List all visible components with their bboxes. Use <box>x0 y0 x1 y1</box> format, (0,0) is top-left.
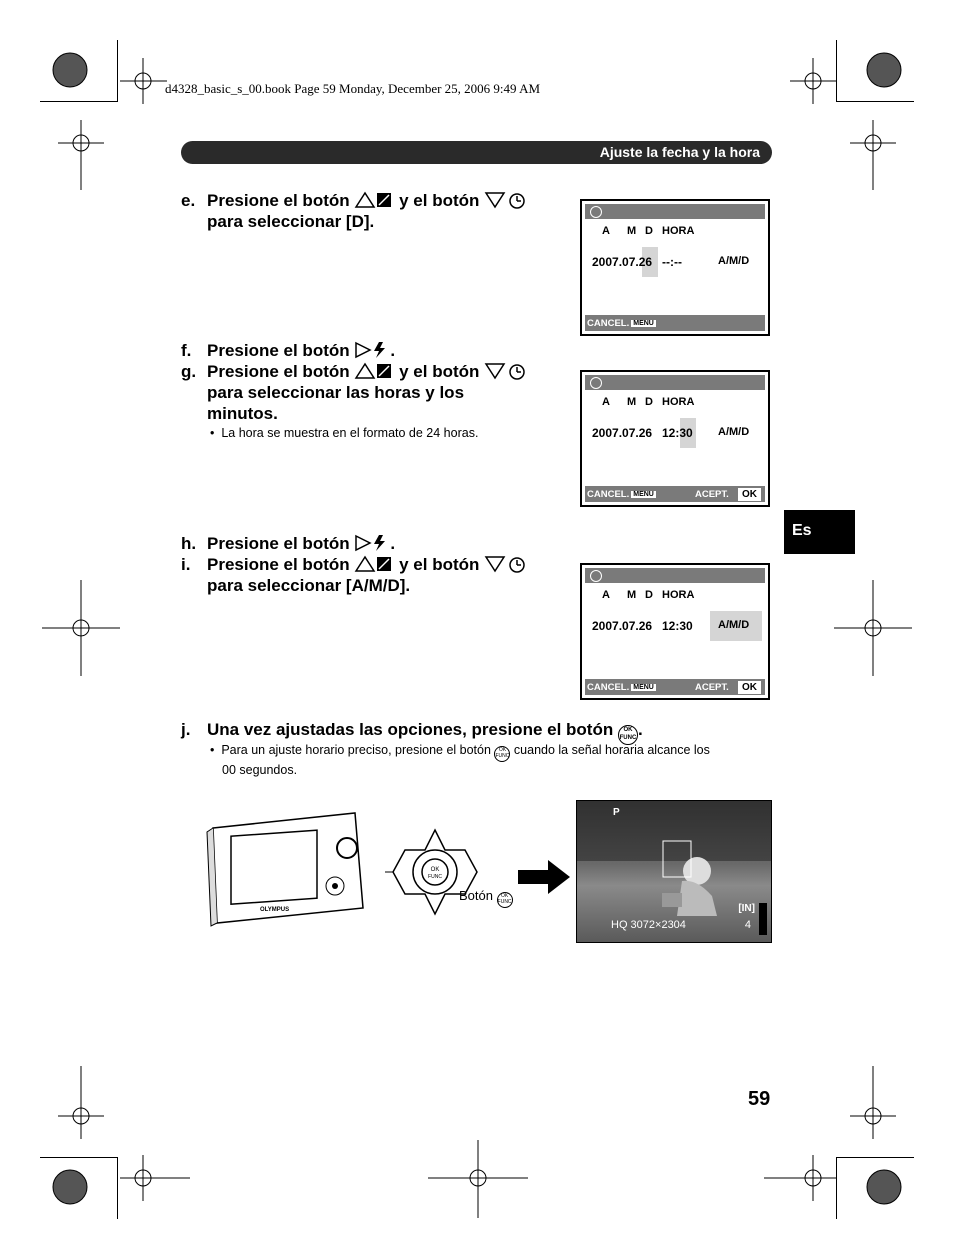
ok-badge: OK <box>738 488 761 501</box>
date-value: 2007.07.26 <box>592 619 653 633</box>
ok-func-button-icon: OK FUNC <box>494 746 510 762</box>
menu-badge: MENU <box>633 491 654 498</box>
right-flash-button-icon <box>354 341 390 359</box>
lcd-title-bar <box>585 568 765 583</box>
print-line: d4328_basic_s_00.book Page 59 Monday, December 25, 2006 9:49 AM <box>165 81 541 96</box>
col-a-label: A <box>602 589 610 601</box>
step-text: y el botón <box>399 555 480 574</box>
date-value: 2007.07.26 <box>592 426 653 440</box>
step-text: y el botón <box>399 191 480 210</box>
col-m-label: M <box>627 225 637 237</box>
bullet-note: • Para un ajuste horario preciso, presione el botón OK FUNC cuando la señal horaria alcance los 00 segundos. <box>210 743 710 777</box>
image-size: HQ 3072×2304 <box>611 919 686 931</box>
lcd-button-bar <box>585 486 765 502</box>
section-header <box>181 141 772 164</box>
right-arrow-icon <box>518 860 570 894</box>
step-letter: h. <box>181 534 197 553</box>
col-d-label: D <box>645 589 653 601</box>
camera-illustration <box>205 808 375 930</box>
func-label: FUNC <box>428 874 442 880</box>
lcd-button-bar <box>585 679 765 695</box>
accept-label: ACEPT. <box>695 489 729 500</box>
memory-indicator: [IN] <box>738 903 755 914</box>
step-text: para seleccionar [A/M/D]. <box>207 576 411 595</box>
down-selftimer-button-icon <box>484 362 528 380</box>
down-selftimer-button-icon <box>484 555 528 573</box>
menu-badge: MENU <box>633 320 654 327</box>
clock-icon <box>590 570 602 582</box>
ok-badge: OK <box>738 681 761 694</box>
up-exposure-button-icon <box>354 362 394 380</box>
lcd-title-bar <box>585 204 765 219</box>
ok-func-button-icon: OK FUNC <box>618 725 638 745</box>
step-letter: e. <box>181 191 196 210</box>
photo-preview <box>576 800 772 943</box>
col-m-label: M <box>627 396 637 408</box>
step-letter: g. <box>181 362 197 381</box>
col-hora-label: HORA <box>662 589 695 601</box>
ok-func-button-icon: OK FUNC <box>497 892 513 908</box>
shooting-mode: P <box>613 807 620 818</box>
ok-button-callout: Botón OK FUNC <box>459 888 513 908</box>
step-g <box>181 361 571 424</box>
step-f: f. Presione el botón . <box>181 341 396 360</box>
lcd-screen-date <box>580 199 770 336</box>
ok-label: OK <box>430 867 440 873</box>
lcd-title-bar <box>585 375 765 390</box>
lcd-screen-time <box>580 370 770 507</box>
cancel-label: CANCEL. <box>587 682 630 693</box>
time-value: 12:30 <box>662 426 693 440</box>
cancel-label: CANCEL. <box>587 489 630 500</box>
step-text: Presione el botón <box>207 191 350 210</box>
col-hora-label: HORA <box>662 225 695 237</box>
format-value: A/M/D <box>718 255 750 267</box>
col-d-label: D <box>645 225 653 237</box>
up-exposure-button-icon <box>354 191 394 209</box>
step-e <box>181 190 571 232</box>
camera-brand: OLYMPUS <box>260 907 290 913</box>
section-title: Ajuste la fecha y la hora <box>599 144 760 160</box>
step-text: y el botón <box>399 362 480 381</box>
time-value: --:-- <box>662 255 682 269</box>
battery-icon <box>759 903 767 935</box>
menu-badge: MENU <box>633 684 654 691</box>
bullet-note: • La hora se muestra en el formato de 24 horas. <box>210 426 479 440</box>
step-text: Presione el botón <box>207 534 350 553</box>
format-value: A/M/D <box>718 426 750 438</box>
col-a-label: A <box>602 396 610 408</box>
step-letter: j. <box>181 720 191 739</box>
down-selftimer-button-icon <box>484 191 528 209</box>
step-text: minutos. <box>207 404 278 423</box>
step-text: Presione el botón <box>207 341 350 360</box>
step-text: Presione el botón <box>207 362 350 381</box>
col-m-label: M <box>627 589 637 601</box>
step-letter: i. <box>181 555 191 574</box>
step-letter: f. <box>181 341 192 360</box>
step-text: Una vez ajustadas las opciones, presione el botón <box>207 720 614 739</box>
accept-label: ACEPT. <box>695 682 729 693</box>
page-number: 59 <box>748 1088 771 1110</box>
format-value: A/M/D <box>718 619 750 631</box>
step-h: h. Presione el botón . <box>181 534 396 553</box>
clock-icon <box>590 206 602 218</box>
col-d-label: D <box>645 396 653 408</box>
step-text: para seleccionar las horas y los <box>207 383 465 402</box>
col-hora-label: HORA <box>662 396 695 408</box>
step-text: para seleccionar [D]. <box>207 212 375 231</box>
lcd-screen-format <box>580 563 770 700</box>
col-a-label: A <box>602 225 610 237</box>
time-value: 12:30 <box>662 619 693 633</box>
step-text: Presione el botón <box>207 555 350 574</box>
up-exposure-button-icon <box>354 555 394 573</box>
step-j: j. Una vez ajustadas las opciones, presione el botón OK FUNC. <box>181 719 643 745</box>
clock-icon <box>590 377 602 389</box>
cancel-label: CANCEL. <box>587 318 630 329</box>
lcd-button-bar <box>585 315 765 331</box>
language-tab: Es <box>784 510 855 554</box>
step-i <box>181 554 571 596</box>
shots-remaining: 4 <box>744 919 751 931</box>
date-value: 2007.07.26 <box>592 255 653 269</box>
right-flash-button-icon <box>354 534 390 552</box>
